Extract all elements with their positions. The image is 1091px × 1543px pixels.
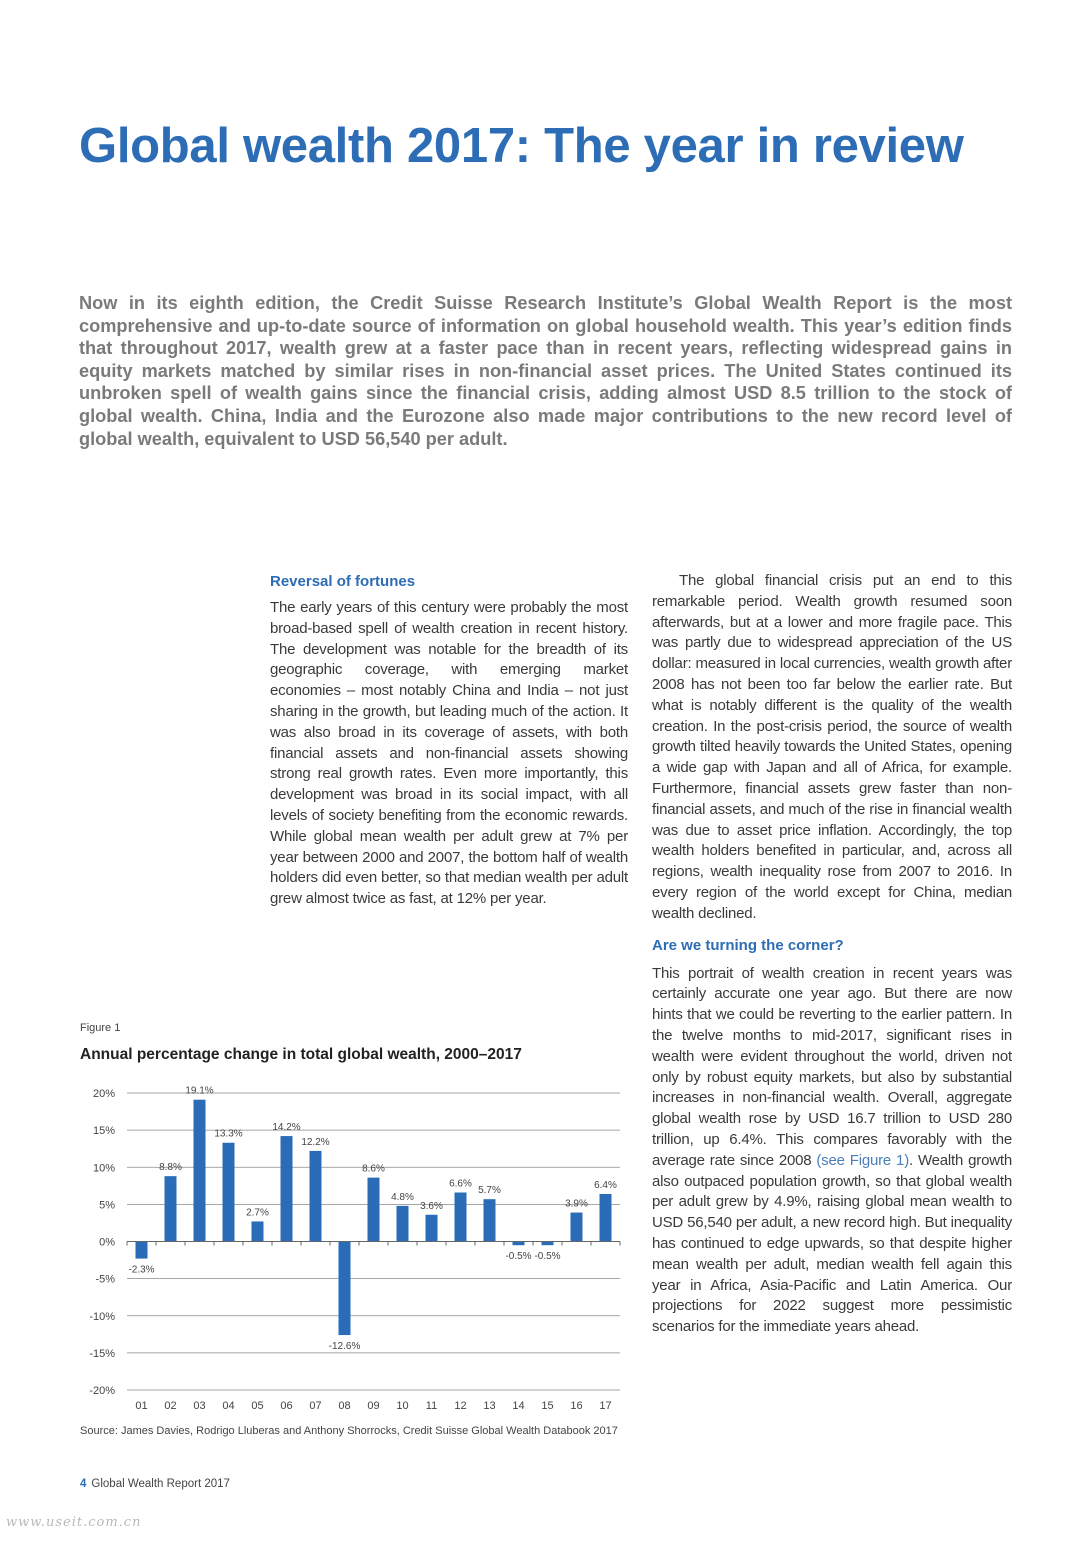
bar-15 bbox=[542, 1242, 554, 1246]
bar-03 bbox=[194, 1100, 206, 1242]
y-tick-label: -15% bbox=[89, 1347, 115, 1360]
x-tick-label: 13 bbox=[483, 1400, 496, 1412]
x-tick-label: 08 bbox=[338, 1400, 351, 1412]
data-label-01: -2.3% bbox=[128, 1264, 155, 1276]
x-tick-label: 02 bbox=[164, 1400, 177, 1412]
bar-02 bbox=[165, 1176, 177, 1241]
x-tick-label: 09 bbox=[367, 1400, 380, 1412]
x-tick-label: 05 bbox=[251, 1400, 264, 1412]
x-tick-label: 03 bbox=[193, 1400, 206, 1412]
data-label-14: -0.5% bbox=[505, 1251, 532, 1263]
y-tick-label: -5% bbox=[95, 1273, 115, 1286]
bar-06 bbox=[281, 1136, 293, 1241]
corner-paragraph bbox=[652, 964, 1012, 1338]
x-tick-label: 10 bbox=[396, 1400, 409, 1412]
data-label-17: 6.4% bbox=[594, 1179, 617, 1191]
intro-paragraph: Now in its eighth edition, the Credit Suisse Research Institute’s Global Wealth Report is the most comprehensive and up-to-date source of information on global household wealth. This year’s edition finds that throughout 2017, wealth grew at a faster pace than in recent years, reflecting widespread gains in equity markets matched by similar rises in non-financial asset prices. The United States continued its unbroken spell of wealth gains since the financial crisis, adding almost USD 8.5 trillion to the stock of global wealth. China, India and the Eurozone also made major contributions to the new record level of global wealth, equivalent to USD 56,540 per adult. bbox=[79, 293, 1012, 449]
x-tick-label: 01 bbox=[135, 1400, 148, 1412]
data-label-02: 8.8% bbox=[159, 1162, 182, 1174]
data-label-15: -0.5% bbox=[534, 1251, 561, 1263]
section-heading-corner: Are we turning the corner? bbox=[652, 936, 844, 954]
data-label-05: 2.7% bbox=[246, 1207, 269, 1219]
bar-13 bbox=[484, 1199, 496, 1241]
chart-title: Annual percentage change in total global wealth, 2000–2017 bbox=[80, 1046, 522, 1063]
x-tick-label: 15 bbox=[541, 1400, 554, 1412]
y-tick-label: -20% bbox=[89, 1385, 115, 1397]
x-tick-label: 16 bbox=[570, 1400, 583, 1412]
reversal-paragraph: The early years of this century were probably the most broad-based spell of wealth creation in recent history. The development was notable for the breadth of its geographic coverage, with emerging market economies – most notably China and India – not just sharing in the growth, but leading much of the action. It was also broad in its coverage of assets, with both financial assets and non-financial assets showing strong real growth rates. Even more importantly, this development was broad in its social impact, with all levels of society benefiting from the economic rewards. While global mean wealth per adult grew at 7% per year between 2000 and 2007, the bottom half of wealth holders did even better, so that median wealth per adult grew almost twice as fast, at 12% per year. bbox=[270, 599, 628, 908]
bar-07 bbox=[310, 1151, 322, 1242]
data-label-11: 3.6% bbox=[420, 1200, 443, 1212]
watermark: www.useit.com.cn bbox=[6, 1515, 142, 1530]
y-tick-label: 10% bbox=[92, 1162, 115, 1175]
data-label-16: 3.9% bbox=[565, 1198, 588, 1210]
x-tick-label: 12 bbox=[454, 1400, 467, 1412]
chart-bars bbox=[136, 1100, 612, 1335]
bar-chart bbox=[75, 1070, 630, 1420]
page-number: 4 bbox=[80, 1478, 87, 1490]
bar-14 bbox=[513, 1242, 525, 1246]
y-axis-ticks bbox=[89, 1088, 115, 1397]
corner-text-before: This portrait of wealth creation in recent years was certainly accurate one year ago. But there are now hints that we could be reverting to the earlier pattern. In the twelve months to mid-2017, significant rises in wealth were evident throughout the world, driven not only by robust equity markets, but also by substantial increases in non-financial wealth. Overall, aggregate global wealth rose by USD 16.7 trillion to USD 280 trillion, up 6.4%. This compares favorably with the average rate since 2008 bbox=[652, 964, 1012, 1169]
x-tick-label: 07 bbox=[309, 1400, 322, 1412]
data-label-09: 8.6% bbox=[362, 1163, 385, 1175]
report-name: Global Wealth Report 2017 bbox=[91, 1478, 230, 1490]
bar-04 bbox=[223, 1143, 235, 1242]
data-label-10: 4.8% bbox=[391, 1191, 414, 1203]
bar-16 bbox=[571, 1213, 583, 1242]
x-tick-label: 04 bbox=[222, 1400, 235, 1412]
x-tick-label: 17 bbox=[599, 1400, 612, 1412]
x-tick-label: 06 bbox=[280, 1400, 293, 1412]
data-label-12: 6.6% bbox=[449, 1178, 472, 1190]
page-footer bbox=[80, 1478, 230, 1490]
crisis-paragraph: The global financial crisis put an end to this remarkable period. Wealth growth resumed soon afterwards, but at a lower and more fragile pace. This was partly due to widespread appreciation of the US dollar: measured in local currencies, wealth growth after 2008 has not been too far below the earlier rate. But what is notably different is the quality of the wealth creation. In the post-crisis period, the source of wealth growth tilted heavily towards the United States, opening a wide gap with Japan and all of Africa, for example. Furthermore, financial assets grew faster than non-financial assets, and much of the rise in financial wealth was due to asset price inflation. Accordingly, the top wealth holders benefited in particular, and, across all regions, wealth inequality rose from 2007 to 2016. In every region of the world except for China, median wealth declined. bbox=[652, 572, 1012, 922]
y-tick-label: 20% bbox=[92, 1088, 115, 1100]
data-label-03: 19.1% bbox=[185, 1085, 214, 1097]
figure-1-link[interactable]: (see Figure 1) bbox=[816, 1151, 909, 1169]
bar-11 bbox=[426, 1215, 438, 1242]
bar-17 bbox=[600, 1194, 612, 1242]
bar-10 bbox=[397, 1206, 409, 1242]
x-tick-label: 11 bbox=[425, 1400, 438, 1412]
bar-05 bbox=[252, 1221, 264, 1241]
right-column bbox=[652, 571, 1012, 1338]
y-tick-label: -10% bbox=[89, 1310, 115, 1323]
page-title: Global wealth 2017: The year in review bbox=[79, 119, 964, 173]
bar-08 bbox=[339, 1242, 351, 1336]
data-label-04: 13.3% bbox=[214, 1128, 243, 1140]
data-label-13: 5.7% bbox=[478, 1185, 501, 1197]
data-label-08: -12.6% bbox=[328, 1341, 361, 1353]
x-tick-label: 14 bbox=[512, 1400, 525, 1412]
y-tick-label: 15% bbox=[92, 1125, 115, 1138]
bar-12 bbox=[455, 1192, 467, 1241]
figure-source: Source: James Davies, Rodrigo Lluberas and Anthony Shorrocks, Credit Suisse Global Wealth Databook 2017 bbox=[80, 1425, 618, 1437]
bar-09 bbox=[368, 1178, 380, 1242]
corner-text-after: . Wealth growth also outpaced population growth, so that global wealth per adult grew by 4.9%, raising global mean wealth to USD 56,540 per adult, a new record high. But inequality has continued to edge upwards, so that despite higher mean wealth per adult, median wealth fell again this year in Africa, Asia-Pacific and Latin America. Our projections for 2022 suggest more pessimistic scenarios for the immediate years ahead. bbox=[652, 1151, 1012, 1336]
y-tick-label: 0% bbox=[99, 1236, 115, 1249]
data-label-07: 12.2% bbox=[301, 1136, 330, 1148]
bar-01 bbox=[136, 1242, 148, 1259]
y-tick-label: 5% bbox=[99, 1199, 115, 1212]
data-label-06: 14.2% bbox=[272, 1122, 301, 1134]
left-column bbox=[270, 573, 628, 910]
x-axis-ticks bbox=[135, 1400, 611, 1412]
section-heading-reversal: Reversal of fortunes bbox=[270, 573, 416, 590]
figure-label: Figure 1 bbox=[80, 1022, 121, 1034]
